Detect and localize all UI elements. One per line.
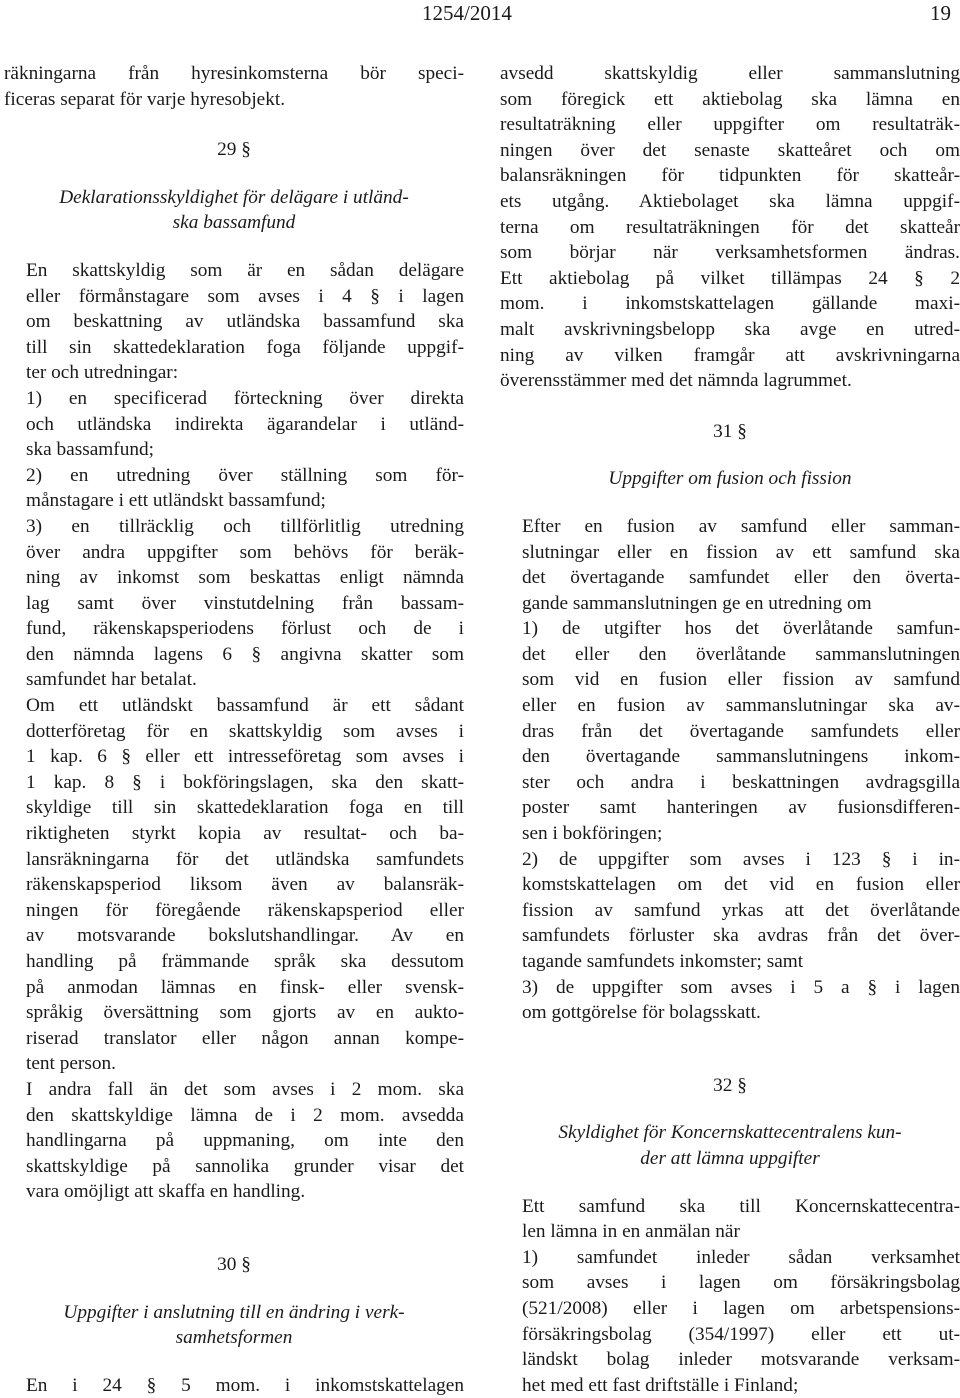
text-line: dras från det övertagande samfundets eller: [522, 720, 960, 742]
text-line: den övertagande sammanslutningens inkom-: [522, 746, 960, 768]
text-line: och utländska indirekta ägarandelar i utländ-: [26, 413, 464, 435]
text-line: skyldige till sin skattedeklaration foga en till: [26, 797, 464, 819]
text-line: till sin skattedeklaration foga följande uppgif-: [26, 336, 464, 358]
text-line: lag samt över vinstutdelning från bassam-: [26, 592, 464, 614]
text-line: 3) en tillräcklig och tillförlitlig utredning: [26, 515, 464, 537]
text-line: 1) samfundet inleder sådan verksamhet: [522, 1246, 960, 1268]
text-line: om gottgörelse för bolagsskatt.: [522, 1002, 761, 1024]
text-line: Ett samfund ska till Koncernskattecentra-: [522, 1195, 960, 1217]
text-line: försäkringsbolag (354/1997) eller ett ut-: [522, 1323, 960, 1345]
text-line: språkig översättning som gjorts av en aukto-: [26, 1002, 464, 1024]
section-31-number: 31 §: [713, 420, 747, 442]
text-line: Uppgifter om fusion och fission: [608, 468, 852, 490]
text-line: En skattskyldig som är en sådan delägare: [26, 259, 464, 281]
text-line: vara omöjligt att skaffa en handling.: [26, 1181, 306, 1203]
text-line: riserad translator eller någon annan kompe-: [26, 1027, 464, 1049]
section-29-item-3: [4, 514, 464, 693]
left-column: [4, 61, 464, 1398]
text-line: ningen för föregående räkenskapsperiod eller: [26, 899, 464, 921]
text-line: samhetsformen: [175, 1327, 293, 1349]
section-30-title: [4, 1300, 464, 1351]
text-line: len lämna in en anmälan när: [522, 1221, 740, 1243]
text-line: av motsvarande bokslutshandlingar. Av en: [26, 925, 464, 947]
page-header: [0, 0, 960, 30]
text-line: ter och utredningar:: [26, 362, 179, 384]
text-line: eller en fusion av sammanslutningar ska av-: [522, 695, 960, 717]
text-line: 2) de uppgifter som avses i 123 § i in-: [522, 848, 960, 870]
section-31-item-2: [500, 847, 960, 975]
text-line: sen i bokföringen;: [522, 823, 663, 845]
section-32-title: [500, 1120, 960, 1171]
text-line: den skattskyldige lämna de i 2 mom. avsedda: [26, 1104, 464, 1126]
text-line: som föregick ett aktiebolag ska lämna en: [500, 88, 960, 110]
text-line: Deklarationsskyldighet för delägare i utländ-: [59, 186, 409, 208]
text-line: om beskattning av utländska bassamfund ska: [26, 311, 464, 333]
text-line: En i 24 § 5 mom. i inkomstskattelagen: [26, 1374, 464, 1396]
text-line: ets utgång. Aktiebolaget ska lämna uppgif-: [500, 190, 960, 212]
text-line: der att lämna uppgifter: [640, 1147, 820, 1169]
text-line: Skyldighet för Koncernskattecentralens kun-: [558, 1122, 902, 1144]
text-line: 1 kap. 8 § i bokföringslagen, ska den skatt-: [26, 771, 464, 793]
text-line: terna om resultaträkningen för det skatteår: [500, 216, 960, 238]
text-line: samfundet har betalat.: [26, 669, 197, 691]
text-line: fission av samfund yrkas att det överlåtande: [522, 899, 960, 921]
text-line: 1) de utgifter hos det överlåtande samfun-: [522, 618, 960, 640]
text-line: ska bassamfund;: [26, 439, 154, 461]
section-31-title: [500, 466, 960, 492]
text-line: het med ett fast driftställe i Finland;: [522, 1374, 799, 1396]
text-line: mom. i inkomstskattelagen gällande maxi-: [500, 293, 960, 315]
text-line: gande sammanslutningen ge en utredning om: [522, 592, 872, 614]
text-line: över andra uppgifter som behövs för beräk-: [26, 541, 464, 563]
text-line: Om ett utländskt bassamfund är ett sådant: [26, 695, 464, 717]
section-30-paragraph-1: [4, 1373, 464, 1398]
text-line: 2) en utredning över ställning som för-: [26, 464, 464, 486]
section-29-paragraph-2: [4, 693, 464, 1077]
text-line: 3) de uppgifter som avses i 5 a § i lagen: [522, 976, 960, 998]
page-number: 19: [930, 1, 951, 25]
section-32-paragraph-1: [500, 1194, 960, 1245]
text-line: balansräkningen för tidpunkten för skatteår-: [500, 165, 960, 187]
text-line: Efter en fusion av samfund eller samman-: [522, 515, 960, 537]
section-29-number: 29 §: [217, 139, 251, 161]
text-line: överensstämmer med det nämnda lagrummet.: [500, 370, 852, 392]
text-line: skattskyldige på sannolika grunder visar det: [26, 1155, 464, 1177]
text-line: 1 kap. 6 § eller ett intresseföretag som avses i: [26, 746, 464, 768]
text-line: ska bassamfund: [172, 212, 296, 234]
text-line: månstagare i ett utländskt bassamfund;: [26, 490, 326, 512]
text-line: tagande samfundets inkomster; samt: [522, 951, 804, 972]
text-line: (521/2008) eller i lagen om arbetspensions-: [522, 1297, 960, 1319]
text-line: det eller den överlåtande sammanslutningen: [522, 643, 960, 665]
text-line: Uppgifter i anslutning till en ändring i verk-: [63, 1301, 405, 1323]
section-29-title: [4, 185, 464, 236]
document-number: 1254/2014: [422, 1, 512, 25]
text-line: slutningar eller en fission av ett samfund ska: [522, 541, 960, 563]
intro-paragraph: [4, 61, 464, 112]
section-32-item-1: [500, 1245, 960, 1398]
text-line: fund, räkenskapsperiodens förlust och de i: [26, 618, 464, 640]
section-29-item-1: [4, 386, 464, 463]
continued-paragraph: [500, 61, 960, 394]
text-line: ning av vilken framgår att avskrivningarna: [500, 344, 960, 366]
text-line: det övertagande samfundet eller den överta-: [522, 567, 960, 589]
section-29-paragraph-1: [4, 258, 464, 386]
section-32-number: 32 §: [713, 1074, 747, 1096]
text-line: ningen över det senaste skatteåret och om: [500, 139, 960, 161]
section-29-item-2: [4, 463, 464, 514]
text-line: ning av inkomst som beskattas enligt nämnda: [26, 567, 464, 589]
text-line: ländskt bolag inleder motsvarande verksam-: [522, 1349, 960, 1371]
section-31-item-3: [500, 975, 960, 1026]
text-line: handling på främmande språk ska dessutom: [26, 951, 464, 972]
section-29-paragraph-3: [4, 1077, 464, 1205]
text-line: den nämnda lagens 6 § angivna skatter som: [26, 643, 464, 665]
text-line: malt avskrivningsbelopp ska avge en utred-: [500, 318, 960, 340]
text-line: tent person.: [26, 1053, 116, 1075]
section-30-number: 30 §: [217, 1253, 251, 1275]
text-line: som avses i lagen om försäkringsbolag: [522, 1272, 960, 1294]
text-line: som vid en fusion eller fission av samfund: [522, 669, 960, 691]
text-line: resultaträkning eller uppgifter om resultaträk-: [500, 114, 960, 136]
text-line: på anmodan lämnas en finsk- eller svensk-: [26, 976, 464, 998]
section-31-paragraph-1: [500, 514, 960, 616]
text-line: eller förmånstagare som avses i 4 § i lagen: [26, 285, 464, 307]
text-line: ster och andra i beskattningen avdragsgilla: [522, 771, 960, 793]
text-line: avsedd skattskyldig eller sammanslutning: [500, 63, 960, 84]
text-line: 1) en specificerad förteckning över direkta: [26, 387, 464, 409]
text-line: som börjar när verksamhetsformen ändras.: [500, 242, 960, 264]
text-line: dotterföretag för en skattskyldig som avses i: [26, 720, 464, 742]
text-line: Ett aktiebolag på vilket tillämpas 24 § 2: [500, 267, 960, 289]
text-line: räkningarna från hyresinkomsterna bör speci-: [4, 63, 464, 84]
text-line: I andra fall än det som avses i 2 mom. ska: [26, 1078, 464, 1100]
section-31-item-1: [500, 616, 960, 846]
text-line: handlingarna på uppmaning, om inte den: [26, 1130, 464, 1152]
text-line: riktigheten styrkt kopia av resultat- och ba-: [26, 823, 464, 845]
right-column: [500, 61, 960, 1398]
text-line: lansräkningarna för det utländska samfundets: [26, 848, 464, 870]
text-line: poster samt hanteringen av fusionsdifferen-: [522, 797, 960, 819]
text-line: komstskattelagen om det vid en fusion eller: [522, 874, 960, 896]
text-line: räkenskapsperiod liksom även av balansräk-: [26, 874, 464, 896]
text-line: ficeras separat för varje hyresobjekt.: [4, 88, 286, 110]
text-line: samfundets förluster ska avdras från det över-: [522, 925, 960, 947]
